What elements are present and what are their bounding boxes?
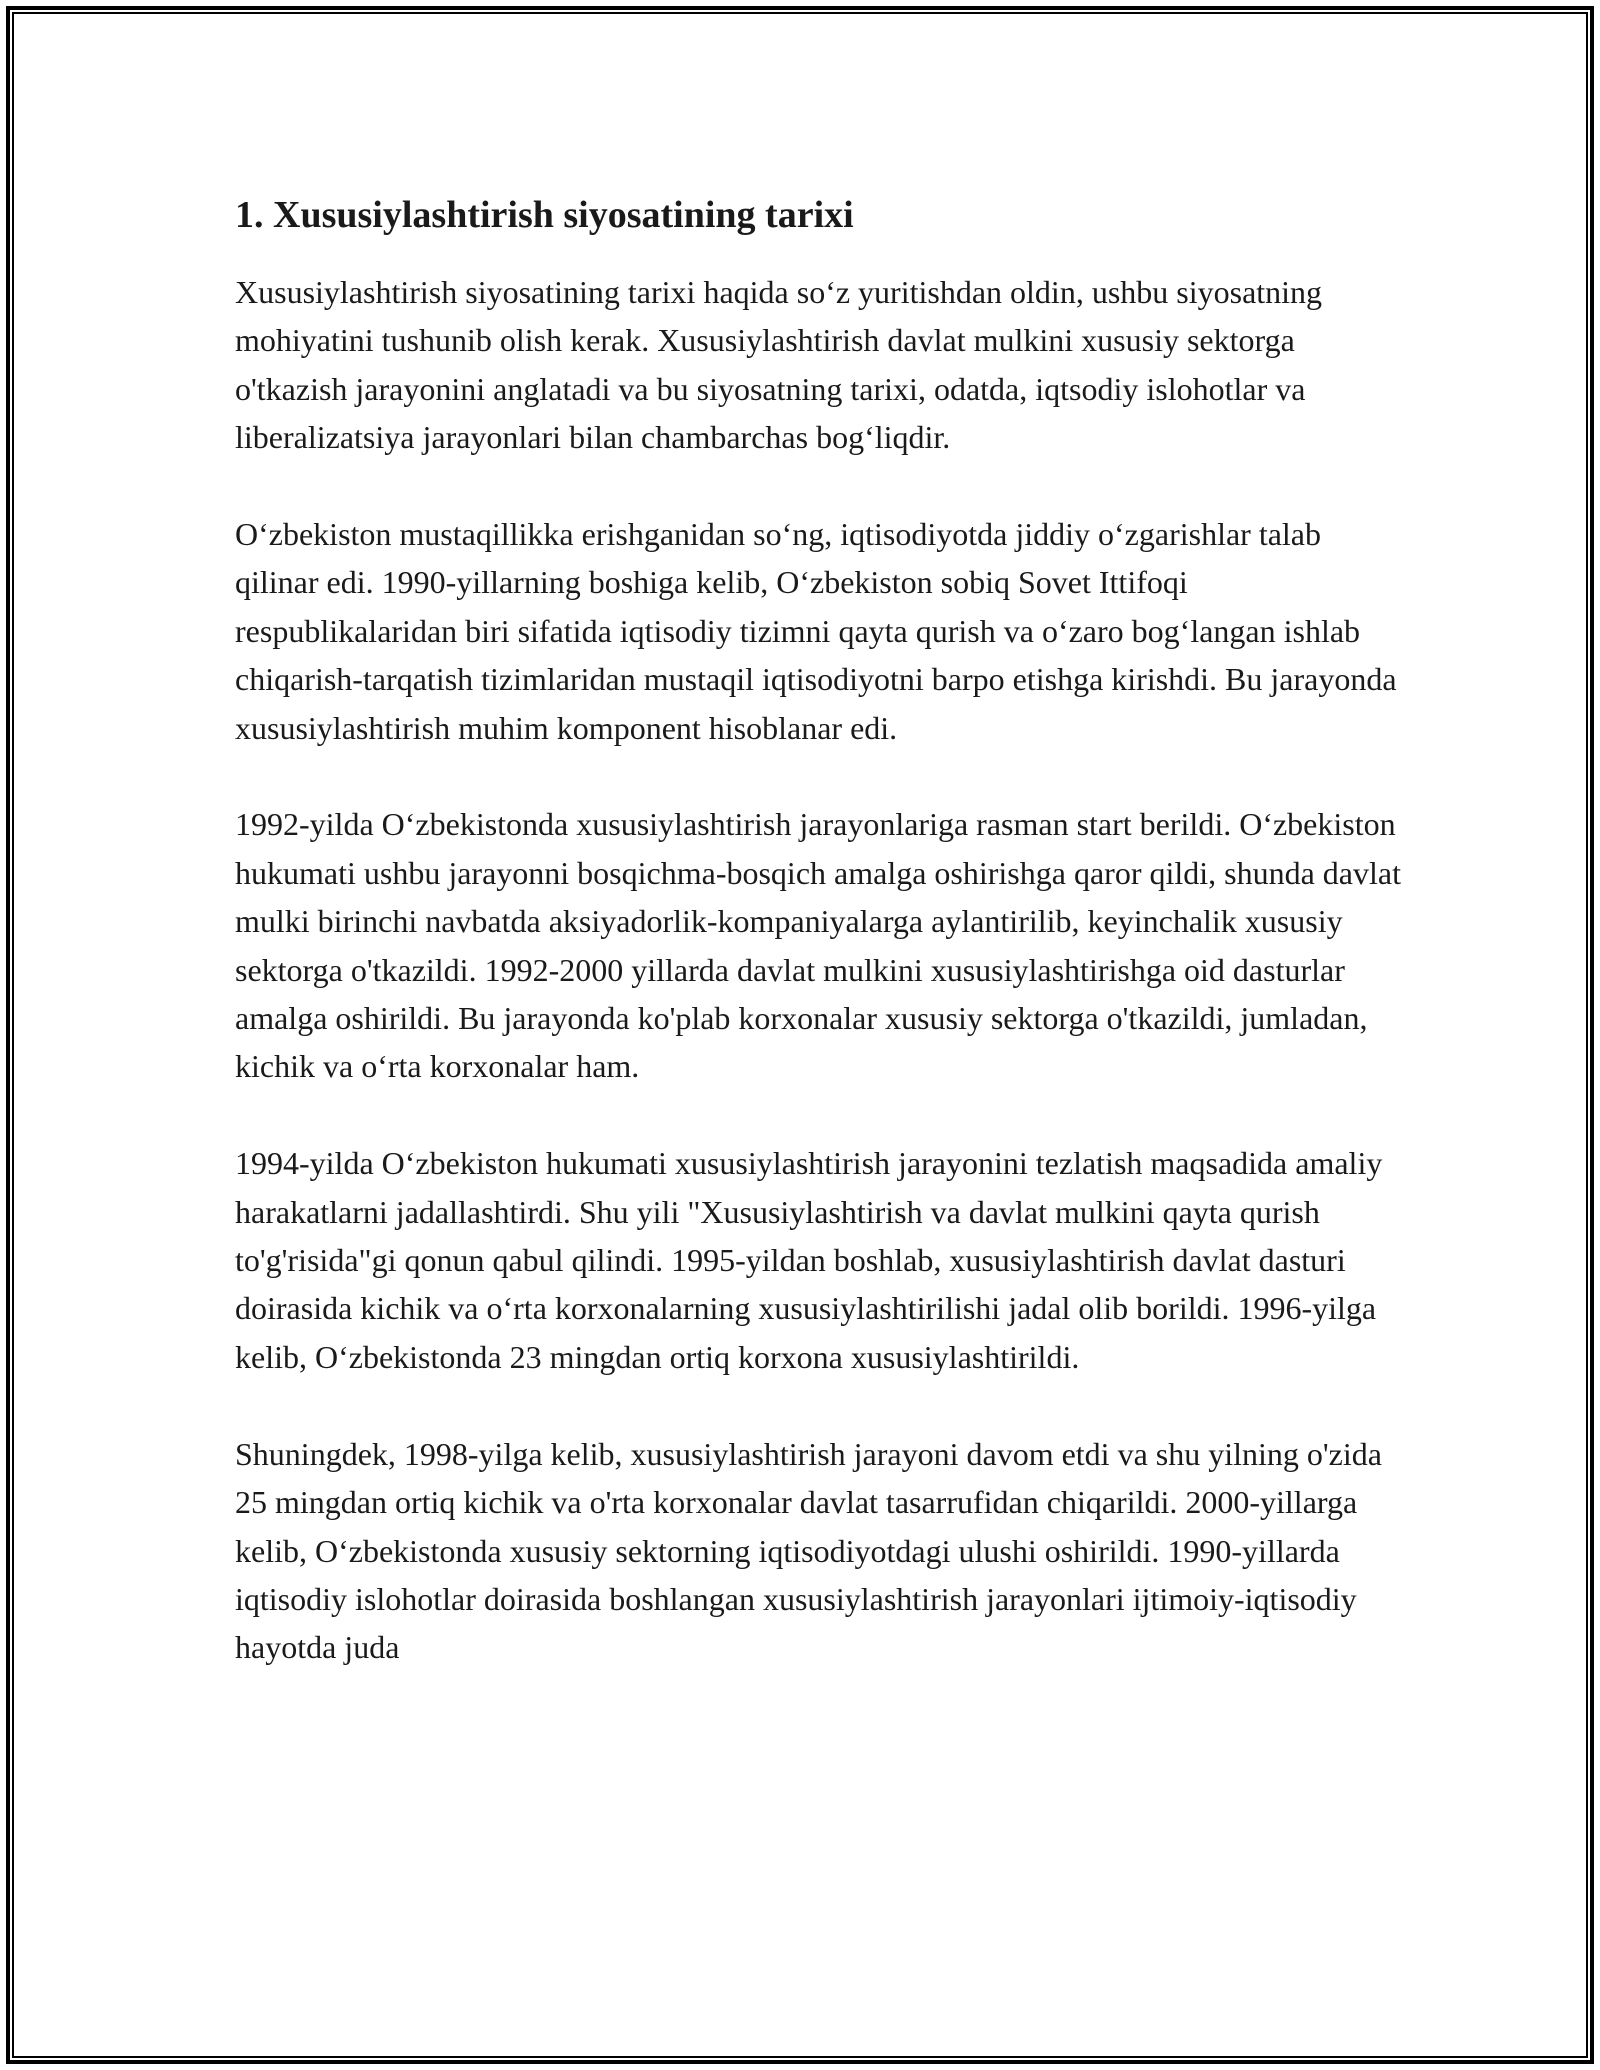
paragraph-3: 1992-yilda Oʻzbekistonda xususiylashtirish jarayonlariga rasman start berildi. Oʻzbekiston hukumati ushbu jarayonni bosqichma-bosqich amalga oshirishga qaror qildi, shunda davlat mulki birinchi navbatda aksiyadorlik-kompaniyalarga aylantirilib, keyinchalik xususiy sektorga o'tkazildi. 1992-2000 yillarda davlat mulkini xususiylashtirishga oid dasturlar amalga oshirildi. Bu jarayonda ko'plab korxonalar xususiy sektorga o'tkazildi, jumladan, kichik va oʻrta korxonalar ham.	[235, 806, 1401, 1085]
paragraph-2: Oʻzbekiston mustaqillikka erishganidan soʻng, iqtisodiyotda jiddiy oʻzgarishlar talab qilinar edi. 1990-yillarning boshiga kelib, Oʻzbekiston sobiq Sovet Ittifoqi respublikalaridan biri sifatida iqtisodiy tizimni qayta qurish va oʻzaro bogʻlangan ishlab chiqarish-tarqatish tizimlaridan mustaqil iqtisodiyotni barpo etishga kirishdi. Bu jarayonda xususiylashtirish muhim komponent hisoblanar edi.	[235, 516, 1397, 746]
document-body	[235, 190, 1405, 1720]
paragraph-5: Shuningdek, 1998-yilga kelib, xususiylashtirish jarayoni davom etdi va shu yilning o'zida 25 mingdan ortiq kichik va o'rta korxonalar davlat tasarrufidan chiqarildi. 2000-yillarga kelib, Oʻzbekistonda xususiy sektorning iqtisodiyotdagi ulushi oshirildi. 1990-yillarda iqtisodiy islohotlar doirasida boshlangan xususiylashtirish jarayonlari ijtimoiy-iqtisodiy hayotda juda	[235, 1435, 1382, 1666]
paragraph-4: 1994-yilda Oʻzbekiston hukumati xususiylashtirish jarayonini tezlatish maqsadida amaliy harakatlarni jadallashtirdi. Shu yili "Xususiylashtirish va davlat mulkini qayta qurish to'g'risida"gi qonun qabul qilindi. 1995-yildan boshlab, xususiylashtirish davlat dasturi doirasida kichik va oʻrta korxonalarning xususiylashtirilishi jadal olib borildi. 1996-yilga kelib, Oʻzbekistonda 23 mingdan ortiq korxona xususiylashtirildi.	[235, 1145, 1383, 1375]
paragraph-1: Xususiylashtirish siyosatining tarixi haqida soʻz yuritishdan oldin, ushbu siyosatning mohiyatini tushunib olish kerak. Xususiylashtirish davlat mulkini xususiy sektorga o'tkazish jarayonini anglatadi va bu siyosatning tarixi, odatda, iqtsodiy islohotlar va liberalizatsiya jarayonlari bilan chambarchas bogʻliqdir.	[235, 274, 1323, 456]
page-title: 1. Xususiylashtirish siyosatining tarixi	[235, 194, 854, 236]
